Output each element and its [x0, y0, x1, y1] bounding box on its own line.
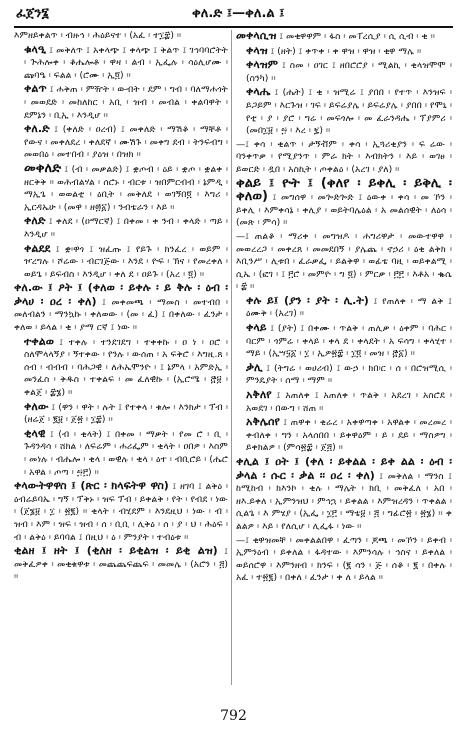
right-column: [236, 30, 452, 685]
dictionary-entry: [14, 123, 228, 162]
entry-definition: ፤ ጠዋቀ ፡ ቂሬረ ፡ አቀዋጣቀ ፡ አዋልቀ ፡ መረመረ ፡ ቀብለቀ ፡ ግን ፡ አላሰበበ ፡ ይቀዋዕም ፡ ይ ፡ ደይ ፡ ማስዎግ ፡ ይቀክልዎ ፡ (ምሳ፳፰ ፡ ጀ፭) ፡፡: [246, 417, 452, 454]
entry-definition: ፤ የጠለቀ ፡ ማ ልቅ ፤ ዕሙቅ ፡ (አረገ) ፡፡: [246, 295, 452, 320]
entry-definition: ፤ ሐቅጠ ፡ ምዥት ፡ ውብት ፡ ደም ፡ ግብ ፡ ባለማሐጎት ፡ መወደድ ፡ መከለከር ፡ አቢ ፡ ዝብ ፡ መብል ፡ ቀልባዋት ፡ ደምኔን ፡ ቢኢ ፡ እንዲሆ ፡፡: [24, 84, 228, 121]
entry-headword: ቀላዝ: [246, 43, 268, 57]
entry-definition: ፤ (ቀለድ ፡ ዐረብ) ፤ መቀለድ ፡ ማሽቆ ፡ ማቸቶ ፡ የውና ፡ መቀለደረ ፡ ቀለደኛ ፡ ሙሽጉ ፡ መቀግ ደብ ፡ ትንፍብግ ፡ መወበዕ ፡ መተበብ ፡ ያዕዝ ፡ በዝክ ፡፡: [24, 124, 228, 161]
dictionary-entry: [236, 139, 452, 177]
entry-headword: ቀላውትዋዋስ ፤ (ጽር ፡ ክላፍትዋ ዋስ): [14, 479, 169, 493]
entry-definition: ፤ ቀለደ ፡ (ዐማርኛ) ፤ በቀመ ፡ ቀ ንብ ፡ ቀላድ ፡ ጣይ ፡ እንዲሆ ፡፡: [24, 216, 228, 240]
entry-headword: ቃሊ: [246, 360, 263, 374]
entry-headword: መቀላሲዝ: [236, 30, 277, 42]
dictionary-entry: [14, 30, 228, 43]
entry-headword: ቀለድ: [24, 214, 46, 228]
dictionary-entry: [14, 545, 228, 584]
column-divider: [231, 30, 232, 685]
left-column: [14, 30, 228, 685]
entry-definition: ፤ መቅፈዎቀ ፡ መቂቁዋቱ ፡ መጨጨፍጨፍ ፡ መመሌ ፡ (አሮን ፡ ፭) ፡፡: [14, 546, 228, 583]
entry-definition: ፤ ዘገባ ፤ ልቅዕ ፡ ዕብሬይባኤ ፡ ግኝ ፡ ፕቅኑ ፡ ዝፍ ፕብ ፡ ይቀልቅ ፡ የት ፡ የብደ ፡ ነው ፡ (ጀ፮፱ ፡ ፲ ፡ ፳፪) ፡፡ ቂላት ፡ ብሂደም ፡ እንደዚህ ፡ ነው ፡ ብ ፡ ዝብ ፡ እም ፡ ዝፍ ፡ ዝብ ፡ ሰ ፡ ቢቢ ፡ ሊቅዕ ፡ ሰ ፡ ያ ፡ ህ ፡ ሕዕፍ ፡ ብ ፡ ልቅዕ ፡ ይባባል ፤ በዚህ ፡ ዕ ፡ ምንያት ፡ ተብዕቱ ፡፡: [14, 481, 228, 543]
entry-headword: ቁላዒ: [24, 42, 46, 56]
entry-definition: ፤ ስመ ፡ ዐገር ፤ ዘበሮሮያ ፡ ሚልኪ ፡ ቂላዝሞሞ ፡ (ስንካ) ፡፡: [246, 60, 452, 84]
dictionary-entry: [14, 243, 228, 282]
entry-definition: —፤ ቂዋዝመቸ ፡ መቀልልበዋ ፡ ፈጣን ፡ ጆጫ ፡ መኾን ፡ ይቀብ ፡ ኢምንዕብ ፡ ይቀለል ፡ ፋዳተው ፡ እምንሳሉ ፡ ኅስና ፡ ይቀለል ፡ ወይሰሮዋ ፡ እምንዘብ ፡ ክንፍ ፡ (፪ ሳን ፡ ጅ ፡ ሰቆ ፡ ፪ ፡ በቀሉ ፡ አፈ ፡ ተ፳፪) ፡ በቀለ ፡ ፈንታ ፡ ቀ ለ ፡ ይላል ፡፡: [236, 534, 452, 584]
entry-headword: ቀለው: [24, 399, 49, 413]
entry-headword: ቀሉ ይ፤ (ያን ፡ ያት ፡ ሊ.ት): [246, 293, 369, 307]
dictionary-entry: [14, 401, 228, 427]
dictionary-entry: [236, 322, 452, 361]
dictionary-entry: [236, 389, 452, 415]
dictionary-entry: [14, 215, 228, 241]
entry-headword: ቀላዝም: [246, 58, 278, 72]
dictionary-entry: [14, 428, 228, 479]
entry-headword: ቀለ.ው ፤ ዖት ፤ (ቀለወ ፡ ይቀሉ ፡ ይ ቅሉ ፡ ዕብ ፡ ቃላሀ ፡ ዐረ ፡ ቀለ): [14, 281, 228, 308]
dictionary-entry: [14, 44, 228, 83]
entry-headword: ቀልጥ: [24, 82, 47, 96]
dictionary-entry: [236, 30, 452, 44]
dictionary-entry: [14, 282, 228, 334]
dictionary-entry: [236, 86, 452, 137]
entry-definition: ፤ አጠለቀ ፤ አጠለቀ ፡ ጥልቅ ፡ አደረገ ፡ አስሮደ ፡ አወደገ ፡ በውግ ፡ ሸጠ ፡፡: [246, 390, 452, 414]
entry-definition: ፤ (ትግሬ ፡ ወሀሪብ) ፤ ውኃ ፡ ክበ፡ር ፡ ሰ ፡ በሮዝሚሲ ፡ ምንዴያት ፡ ሰማ ፡ ማም ፡፡: [246, 362, 452, 387]
running-header: [14, 6, 453, 28]
entry-definition: ፤ (ዘት) ፤ ቀጥቀ ፡ ቀ ዋዝ ፡ ዋዝ ፡ ቂዋ ማሌ ፡፡: [270, 45, 422, 57]
entry-headword: ቂልዘ ፤ ዘት ፤ (ቂለዘ ፡ ይቂልዝ ፡ ይቂ ልዝ): [14, 544, 218, 558]
entry-headword: ቀላሔ: [246, 85, 271, 99]
dictionary-entry: [236, 295, 452, 321]
entry-definition: ፤ (ብ ፡ ቂላት) ፤ በቀመ ፡ ማቃት ፡ የመ ሮ ፡ ቢ ፡ ጉዳንዳሳ ፡ ሸክል ፡ ለፍሬም ፡ ሐሪፌም ፡ ቂላት ፡ ዐበዎ ፡ እስም ፡ መነሉ ፡ ብሔሎ ፡ ቂላ ፡ ወዊሉ ፡ ቂላ ፡ ዕተ ፡ ብቢሮይ ፡ (ሔሮ ፡ አዋል ፡ ጦጣ ፡ ፵፫) ፡፡: [24, 428, 228, 478]
entry-definition: ፤ መቅለል ፡ ማንስ ፤ ከሚከብ ፡ ክእንኮ ፡ ቂሉ ፡ ማሌት ፡ ክቢ ፡ መቅፈለ ፡ አበ ፡ ዘእ.ይቀለ ፡ ኢምንዝህ ፡ ምኅኋ ፡ ይቀልል ፡ እምዝረዳን ፡ ጥቀልል ፡ ሲልጌ ፡ እ ምሄያ ፡ (ኢፌ ፡ ፲፫ ፡ ማቴ፱ ፡ ፭ ፡ ግፊሮ፳ ፡ ፳፮) ፡፡ ቀ ልልዎ ፡ እይ ፡ የለሲሆ ፡ ሊፌፋ ፡ ነው ፡፡: [236, 470, 452, 532]
entry-headword: ቂላዊ: [24, 426, 46, 440]
header-right-text: ቀለ.ድ ፤—ቀለ.ል ፤: [192, 6, 285, 21]
entry-headword: አቅለየ: [246, 388, 272, 402]
entry-definition: —፤ ጠልቆ ፡ ማሪቀ ፡ መግዝዶ ፡ ሐግሪዋታ ፡ መውተዋዋ ፡ መወረረጋ ፡ መቀረጸ ፡ መመደበኝ ፡ ያሌጨ ፡ ኖኃሪ ፡ ዕቂ ልቅክ ፡ እቢንሥ ፡ ሊቱበ ፡ ፈራቃፌ ፡ ይልቅዋ ፡ ወፊቴ ባዚ ፡ ወይቀልሚ ፡ ሲኤ ፡ (ፎገ ፡ ፤ ፫ሮ ፡ መምዮ ፡ ግ ፬) ፡ ምርቃ ፡ ፫፫ ፡ እቶአ ፡ ቈሴ ፡ ፰ ፡፡: [236, 230, 452, 293]
entry-definition: እምዘይቀልጥ ፡ ብዙኅ ፡ ሕዕይናተ ፡ (አፈ ፡ ተ፲፰) ፡፡: [14, 30, 182, 41]
dictionary-entry: [236, 362, 452, 388]
entry-definition: ፤ ቋ፡ዋጎ ፤ ዝፈጡ ፤ የይጉ ፡ ክንፈረ ፡ ወይም ፡ ዦረግሉ ፡ ሾሬው ፡ ብርገጅው ፡ እንደ ፡ ዮፍ ፡ ኽና ፡ የመረቀለ ፡ ወይጌ ፡ ይፍብስ ፡ እንዲሆ ፡ ቀለ ደ ፡ ዐይጉ ፡ (አረ ፡ ፬) ፡፡: [24, 243, 228, 280]
dictionary-entry: [14, 480, 228, 544]
entry-headword: ቀለ.ድ: [24, 122, 50, 136]
dictionary-entry: [14, 336, 228, 400]
dictionary-entry: [236, 535, 452, 585]
dictionary-entry: [236, 59, 452, 85]
header-left-text: ፈጀን፮: [16, 6, 49, 21]
entry-definition: ፤ (ብ ፡ መቃልድ) ፤ ቋጦብ ፡ ዕይ ፡ ቋጦ ፡ ቋልቀ ፡ ዘርቅቅ ፡፡ ወሕብልሃል ፡ ሰሮኑ ፡ ብርቱ ፡ ዝበምርብብ ፡ ኔምዲ ፡ ማኢጌ ፡ ወወልቲ ፡ ዕቢት ፡ መቅለደ ፡ ወገኝበ፬ ፡ እግሪ ፡ ኢርዳኤሁ ፡ (መዋ ፡ ዘ፴፩) ፡ ንብቴራን ፡ እይ ፡፡: [24, 163, 228, 213]
entry-definition: ፤ መቀመጫ ፡ ማመስ ፡ መተብበ ፡ መለብልን ፡ ማንኳኩ ፡ ቀለወው ፡ (መ ፡ ፈ) ፤ በቀለው ፡ ፈንታ ፡ ቀለወ ፡ ይላል ፡ ቂ ፡ ያማ ርኛ ፤ ነው ፡፡: [14, 296, 228, 334]
entry-headword: ተቀልወ: [24, 334, 54, 348]
entry-definition: —፤ ቀሳ ፡ ቂልጥ ፡ ታኝቭም ፡ ቀሳ ፡ ኢጓሪቂያን ፡ ፍ ሬው ፡ ባንቀጥቃ ፡ የሚያንጥ ፡ ምራ ክት ፡ እብክትን ፡ እይ ፡ ወገፀ ፡ ይወርድ ፡ ዷበ ፡ አስኪት ፡ ጦቀልዕ ፡ (አረገ ፡ ያለ) ፡፡: [236, 138, 452, 175]
entry-definition: ፤ (ያት) ፤ በቀሙ ፡ ጥልቅ ፡ ጠሊቃ ፡ ዕቀም ፡ ባሕር ፡ ባርም ፡ ጎምሬ ፡ ቀላይ ፡ ቀላ ደ ፡ ቀላደት ፡ አ ፍሳግ ፡ ቀላሂተ ፡ ማይ ፡ (ኢሣ፶፩ ፡ ፲ ፡ ኢዎ፳፰ ፡ ፲፬ ፡ መዝ ፡ ፸፩) ፡፡: [246, 323, 452, 360]
entry-headword: ቀሊል ፤ ዐት ፤ (ቀለ ፡ ይቀልል ፡ ይቀ ልል ፡ ዕብ ፡ ቃላል ፡ ሱር ፡ ቃል ፡፡ ዐረ ፡ ቀለ): [236, 455, 452, 482]
dictionary-entry: [236, 416, 452, 455]
entry-definition: ፤ መግሰዋ ፡ መጐድጐድ ፤ ዕውቀ ፡ ቀሳ ፡ መ ኾን ፡ ይቀሊ ፡ እምቀሳኔ ፡ ቀሊያ ፡ ወይትባሌዕል ፡ አ መልሰዊት ፡ ለዕሳ ፡ (መጽ ፡ ምሳ) ፡፡: [236, 192, 452, 229]
dictionary-entry: [236, 175, 452, 230]
entry-headword: መቀለድ: [24, 160, 62, 176]
entry-definition: ፤ መቂዋዋም ፡ ፋስ ፡ መፐረሲያ ፡ ሲ ሲብ ፡ ቂ ፡፡: [279, 31, 436, 42]
dictionary-entry: [236, 231, 452, 294]
dictionary-entry: [236, 45, 452, 59]
dictionary-entry: [14, 83, 228, 122]
dictionary-entry: [14, 160, 228, 214]
entry-definition: ፤ መቅለጥ ፤ አቀላጭ ፤ ቀላጭ ፤ ቅልጥ ፤ ገኅባባሮትት ፡ ጕሕሎቀ ፡ ቆሔሎቶ ፡ ዋዛ ፡ ልብ ፡ ኢፌሉ ፡ ሳዕሊሆሙ ፡ ጩባዔ ፡ ፍልል ፡ (ሮሙ ፡ ኢ፬) ፡፡: [24, 44, 228, 81]
entry-definition: ፤ (ሔት) ፤ ቂ ፡ ዝሚሬ ፤ ያበበ ፡ የተጥ ፡ እንዝፍ ፡ ይጋይም ፡ እርጉዝ ፡ ገፍ ፡ ይፍሬያሌ ፡ ይፍሬያሌ ፡ ያበበ ፡ የሞኒ ፡ የቲ ፡ ያ ፡ ያሮ ፡ ግሬ ፡ መፍጎሎ ፡ መ ፈራንዳሔ ፡ ፕያምሪ ፡ (መበ፲፱ ፡ ፵ ፡ እረ ፡ ፯) ፡፡: [246, 87, 452, 137]
dictionary-entry: [236, 456, 452, 534]
page-number: 792: [220, 708, 247, 724]
entry-definition: ፤ ተቀሉ ፡ ተንደገደግ ፡ ተቀቀኩ ፡ ዐ ነ ፡ ዐሮ ፡ ስለሞላላኝያ ፡ ኝተቀው ፡ የንሉ ፡ ውሰጠ ፡ አ ፍቅሮ ፡ እግዚ.ጸ ፡ ሰብ ፡ ብብብ ፡ ባሕጋዊ ፡ ለሕኤሞንዮ ፡ ፤ ኔምላ ፡ አምድኢ ፡ መንፈስ ፡ ቅዱስ ፡ ተቀልፍ ፡ መ ፈለዊኩ ፡ (ኢሮሜ ፡ ፸፱ ፡ ቀልጀ ፡ ፰፮) ፡፡: [24, 336, 228, 399]
entry-headword: ቀላይ: [246, 321, 267, 335]
entry-headword: ቀልይ ፤ ዮት ፤ (ቀለየ ፡ ይቀሊ ፡ ይቅሊ ፡ ቀለወ): [236, 175, 452, 205]
entry-headword: አቅሌሰየ: [246, 415, 280, 429]
entry-definition: ፤ (ዋን ፡ ዋት ፡ ሉት ፤ የተቀላ ፡ ቁሎ ፡ እንክታ ፡ ፕብ ፡ (ዘሬጀ ፡ ፪፱ ፡ ጀ፳ ፡ ፲፰) ፡፡: [24, 401, 228, 426]
entry-headword: ቀልደደ: [24, 241, 51, 255]
